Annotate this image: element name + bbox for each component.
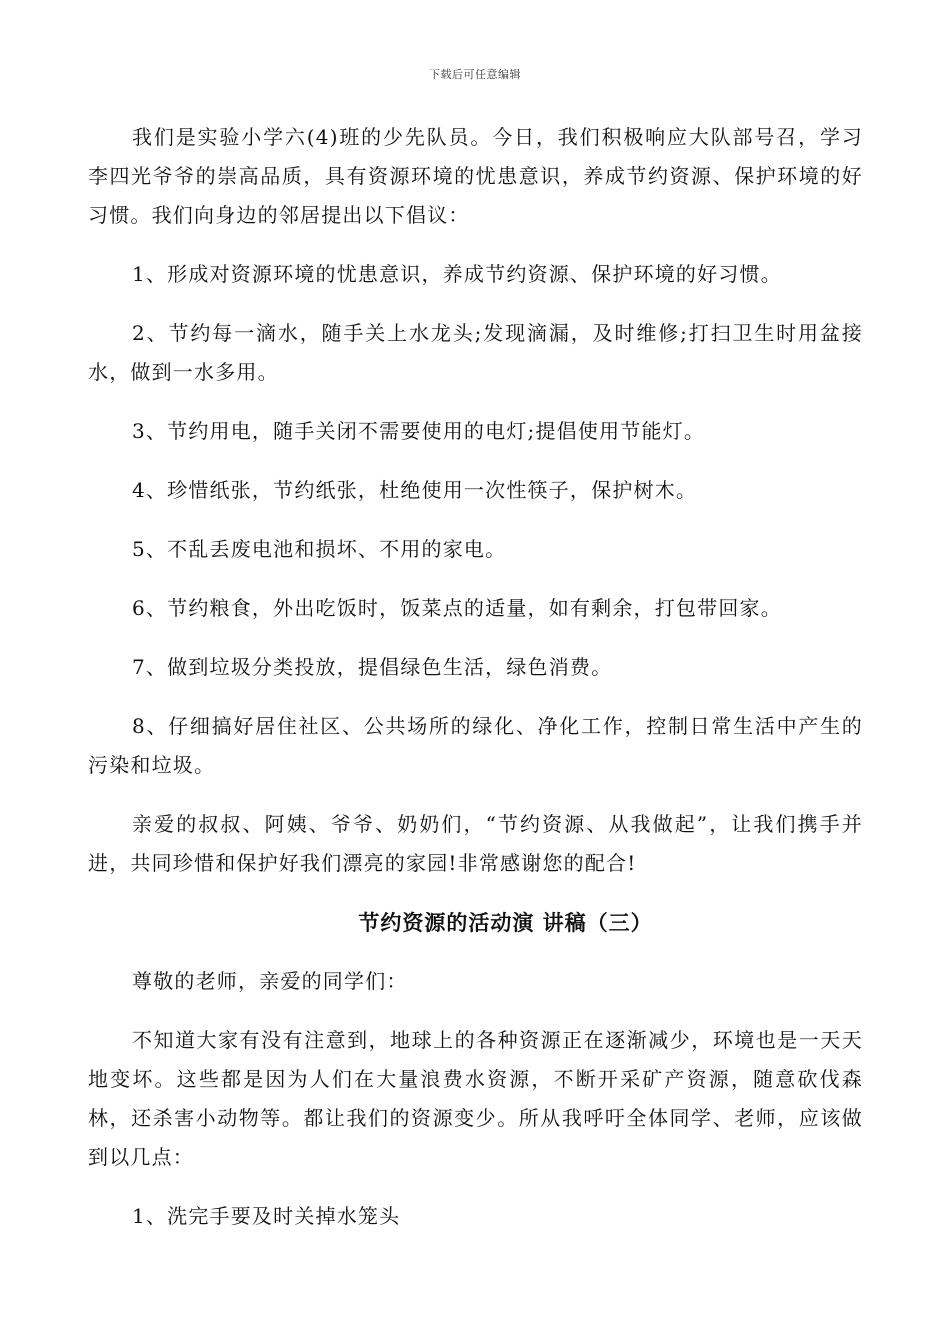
speech-paragraph: 不知道大家有没有注意到，地球上的各种资源正在逐渐减少，环境也是一天天地变坏。这些都是因为人们在大量浪费水资源，不断开采矿产资源，随意砍伐森林，还杀害小动物等。都让我们的资源变少。所从我呼吁全体同学、老师，应该做到以几点： [88,1028,863,1169]
page-header-note: 下载后可任意编辑 [429,68,521,81]
proposal-item-7: 7、做到垃圾分类投放，提倡绿色生活，绿色消费。 [132,655,613,679]
proposal-item-8: 8、仔细搞好居住社区、公共场所的绿化、净化工作，控制日常生活中产生的污染和垃圾。 [88,714,863,777]
proposal-item-2: 2、节约每一滴水，随手关上水龙头;发现滴漏，及时维修;打扫卫生时用盆接水，做到一水多用。 [88,321,863,384]
proposal-item-5: 5、不乱丢废电池和损坏、不用的家电。 [132,537,507,561]
document-body [88,118,863,1236]
proposal-item-1: 1、形成对资源环境的忧患意识，养成节约资源、保护环境的好习惯。 [132,262,782,286]
closing-paragraph: 亲爱的叔叔、阿姨、爷爷、奶奶们，“节约资源、从我做起”，让我们携手并进，共同珍惜和保护好我们漂亮的家园!非常感谢您的配合! [88,812,863,875]
speech-item-1: 1、洗完手要及时关掉水笼头 [132,1204,401,1228]
proposal-item-4: 4、珍惜纸张，节约纸张，杜绝使用一次性筷子，保护树木。 [132,478,698,502]
intro-paragraph: 我们是实验小学六(4)班的少先队员。今日，我们积极响应大队部号召，学习李四光爷爷的崇高品质，具有资源环境的忧患意识，养成节约资源、保护环境的好习惯。我们向身边的邻居提出以下倡议： [88,125,863,227]
proposal-item-6: 6、节约粮食，外出吃饭时，饭菜点的适量，如有剩余，打包带回家。 [132,596,782,620]
proposal-item-3: 3、节约用电，随手关闭不需要使用的电灯;提倡使用节能灯。 [132,419,706,443]
salutation: 尊敬的老师，亲爱的同学们： [132,969,408,993]
section-title: 节约资源的活动演 讲稿（三） [358,910,653,935]
